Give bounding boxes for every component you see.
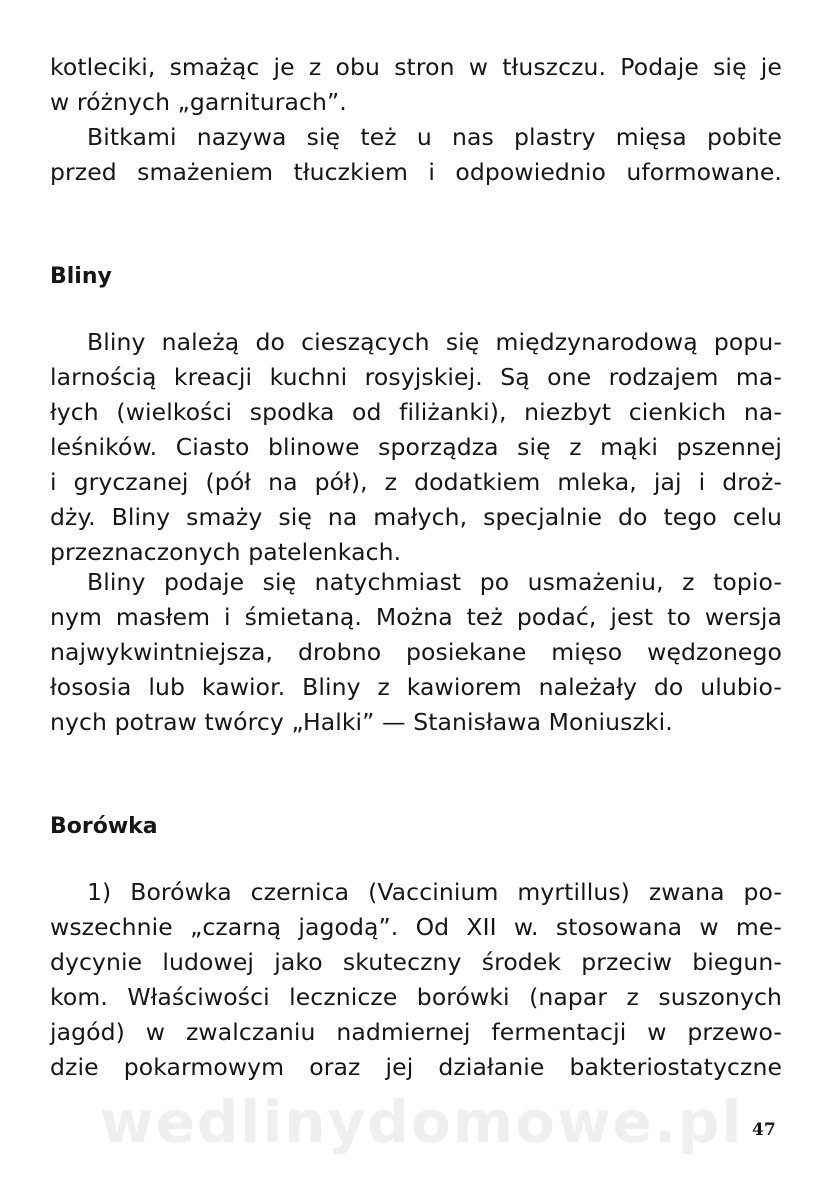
watermark: wedlinydomowe.pl: [100, 1088, 744, 1156]
text-line: Bliny należą do cieszących się międzynarodową popu-: [87, 328, 782, 356]
text-line: łososia lub kawior. Bliny z kawiorem należały do ulubio-: [50, 673, 782, 701]
text-line: dycynie ludowej jako skuteczny środek przeciw biegun-: [50, 948, 782, 976]
text-line: kotleciki, smażąc je z obu stron w tłuszczu. Podaje się je: [50, 53, 782, 81]
page-number: 47: [752, 1120, 776, 1140]
text-line: kom. Właściwości lecznicze borówki (napar z suszonych: [50, 983, 782, 1011]
text-line: leśników. Ciasto blinowe sporządza się z mąki pszennej: [50, 433, 782, 461]
section-heading-borowka: Borówka: [50, 814, 158, 839]
text-line: dzie pokarmowym oraz jej działanie bakteriostatyczne: [50, 1053, 782, 1081]
text-line: dży. Bliny smaży się na małych, specjalnie do tego celu: [50, 503, 782, 531]
text-line: wszechnie „czarną jagodą”. Od XII w. stosowana w me-: [50, 913, 782, 941]
text-line: nych potraw twórcy „Halki” — Stanisława Moniuszki.: [50, 708, 673, 736]
text-line: larnością kreacji kuchni rosyjskiej. Są one rodzajem ma-: [50, 363, 782, 391]
text-line: w różnych „garniturach”.: [50, 88, 347, 116]
text-line: łych (wielkości spodka od filiżanki), niezbyt cienkich na-: [50, 398, 782, 426]
text-line: 1) Borówka czernica (Vaccinium myrtillus) zwana po-: [87, 878, 782, 906]
text-line: nym masłem i śmietaną. Można też podać, jest to wersja: [50, 603, 782, 631]
text-line: przed smażeniem tłuczkiem i odpowiednio uformowane.: [50, 158, 782, 186]
text-line: i gryczanej (pół na pół), z dodatkiem mleka, jaj i droż-: [50, 468, 782, 496]
text-line: Bliny podaje się natychmiast po usmażeniu, z topio-: [87, 568, 782, 596]
section-heading-bliny: Bliny: [50, 264, 112, 289]
text-line: Bitkami nazywa się też u nas plastry mięsa pobite: [87, 123, 782, 151]
text-line: przeznaczonych patelenkach.: [50, 538, 402, 566]
text-line: najwykwintniejsza, drobno posiekane mięso wędzonego: [50, 638, 782, 666]
text-line: jagód) w zwalczaniu nadmiernej fermentacji w przewo-: [50, 1018, 782, 1046]
